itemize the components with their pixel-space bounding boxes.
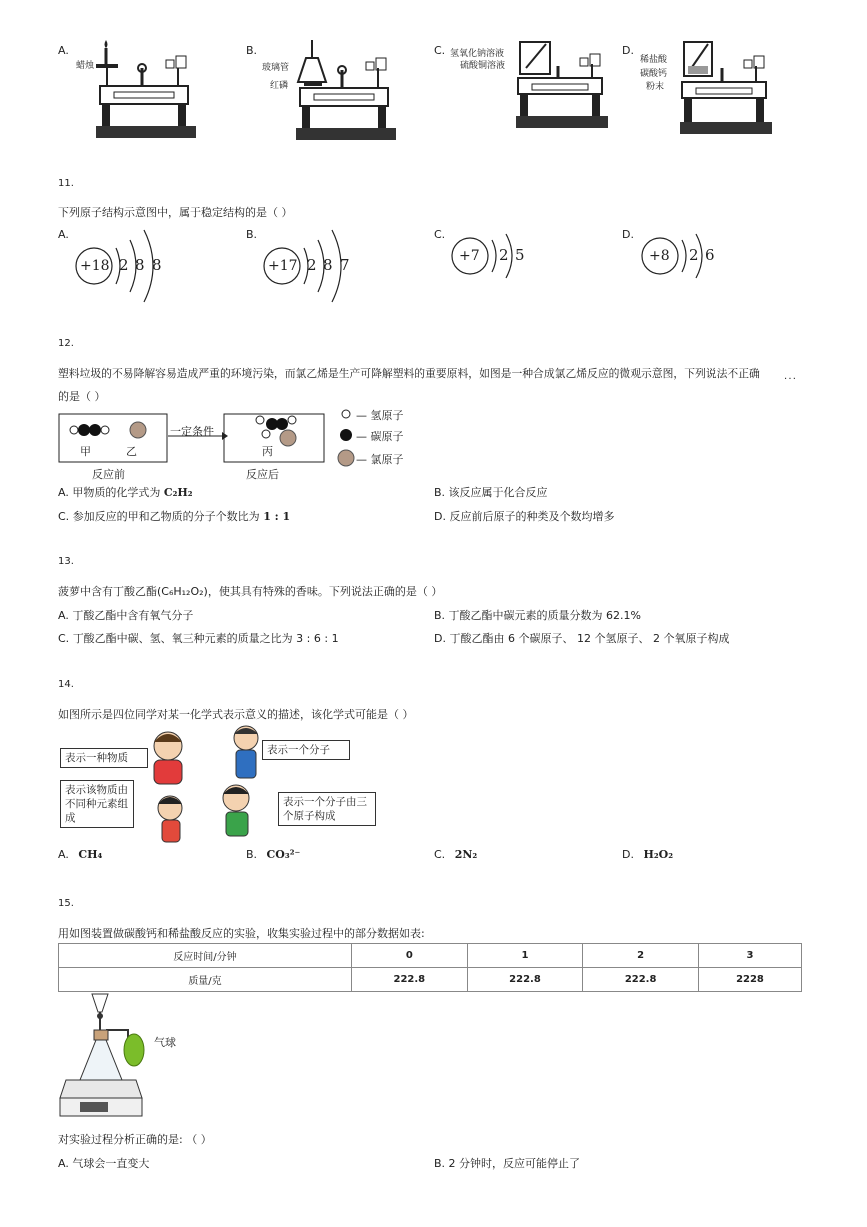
option-text: 丁酸乙酯中碳、氢、氧三种元素的质量之比为 3 : 6 : 1	[72, 632, 339, 645]
question-text: 的是（ ）	[58, 390, 106, 403]
table-cell: 222.8	[352, 968, 468, 992]
speech-bubble: 表示一个分子	[262, 740, 350, 760]
nucleus-charge: +17	[268, 258, 298, 274]
option-letter: A.	[58, 228, 69, 241]
apparatus-label: 稀盐酸	[640, 55, 668, 65]
option-text: 参加反应的甲和乙物质的分子个数比为	[72, 510, 260, 523]
q13-option-c[interactable]	[58, 630, 339, 646]
legend-markers	[336, 404, 356, 468]
table-row	[59, 944, 802, 968]
shell-electrons: 2	[119, 256, 129, 274]
shell-electrons: 2	[307, 256, 317, 274]
table-cell: 质量/克	[59, 968, 352, 992]
before-label: 反应前	[92, 468, 125, 481]
option-formula: CH₄	[78, 848, 103, 861]
q12-option-a[interactable]	[58, 484, 193, 500]
option-letter: C.	[58, 632, 70, 645]
data-table	[58, 943, 802, 992]
option-formula: H₂O₂	[643, 848, 674, 861]
q12-option-d[interactable]	[434, 508, 614, 524]
option-letter: B.	[246, 228, 258, 241]
question-number: 13.	[58, 556, 74, 567]
shell-electrons: 8	[152, 256, 162, 274]
shell-electrons: 5	[515, 246, 525, 264]
shell-electrons: 2	[689, 246, 699, 264]
option-letter: C.	[434, 848, 446, 861]
apparatus-label: 硫酸铜溶液	[460, 61, 506, 71]
option-text: 气球会一直变大	[72, 1157, 150, 1170]
shell-electrons: 8	[135, 256, 145, 274]
balance-candle-illustration	[92, 38, 202, 142]
option-letter: D.	[622, 848, 634, 861]
option-letter: A.	[58, 609, 69, 622]
option-letter: A.	[58, 44, 69, 57]
table-cell: 222.8	[583, 968, 699, 992]
option-text: 丁酸乙酯中含有氧气分子	[72, 609, 194, 622]
q14-option-c[interactable]	[434, 848, 477, 861]
apparatus-label: 碳酸钙	[640, 69, 668, 79]
question-text: 菠萝中含有丁酸乙酯(C₆H₁₂O₂)，使其具有特殊的香味。下列说法正确的是（ ）	[58, 585, 443, 598]
option-text: 丁酸乙酯由 6 个碳原子、 12 个氢原子、 2 个氧原子构成	[449, 632, 730, 645]
option-letter: A.	[58, 848, 69, 861]
option-letter: D.	[622, 44, 634, 57]
flask-balance-illustration	[56, 990, 206, 1122]
balloon-label: 气球	[154, 1036, 176, 1049]
emphasis-dots: · · ·	[784, 374, 795, 385]
option-letter: B.	[246, 848, 258, 861]
q13-option-d[interactable]	[434, 630, 729, 646]
question-text: 如图所示是四位同学对某一化学式表示意义的描述，该化学式可能是（ ）	[58, 708, 414, 721]
option-formula: CO₃²⁻	[266, 848, 301, 861]
reactant-label: 乙	[126, 445, 137, 458]
balance-beaker-illustration	[676, 38, 776, 138]
table-cell: 1	[467, 944, 583, 968]
option-letter: D.	[434, 510, 446, 523]
shell-electrons: 8	[323, 256, 333, 274]
speech-bubble: 表示一种物质	[60, 748, 148, 768]
table-cell: 反应时间/分钟	[59, 944, 352, 968]
table-cell: 222.8	[467, 968, 583, 992]
apparatus-label: 玻璃管	[262, 63, 290, 73]
apparatus-label: 氢氧化钠溶液	[450, 49, 505, 59]
atom-legend	[336, 404, 446, 468]
question-text: 下列原子结构示意图中，属于稳定结构的是（ ）	[58, 206, 293, 219]
reactant-label: 甲	[80, 445, 91, 458]
table-cell: 0	[352, 944, 468, 968]
legend-carbon: — 碳原子	[356, 430, 404, 443]
option-letter: B.	[434, 609, 446, 622]
product-label: 丙	[262, 445, 273, 458]
q13-option-a[interactable]	[58, 607, 193, 623]
option-letter: A.	[58, 486, 69, 499]
speech-bubble: 表示该物质由不同种元素组成	[60, 780, 134, 828]
option-text: 反应前后原子的种类及个数均增多	[449, 510, 615, 523]
option-text: 丁酸乙酯中碳元素的质量分数为 62.1%	[448, 609, 641, 622]
option-text: 该反应属于化合反应	[448, 486, 548, 499]
after-label: 反应后	[246, 468, 279, 481]
nucleus-charge: +7	[459, 248, 480, 264]
question-number: 15.	[58, 898, 74, 909]
table-cell: 2228	[698, 968, 801, 992]
nucleus-charge: +8	[649, 248, 670, 264]
question-number: 14.	[58, 679, 74, 690]
q14-option-d[interactable]	[622, 848, 673, 861]
nucleus-charge: +18	[80, 258, 110, 274]
option-text: 2 分钟时，反应可能停止了	[448, 1157, 581, 1170]
table-row	[59, 968, 802, 992]
option-letter: B.	[246, 44, 258, 57]
option-formula: C₂H₂	[163, 486, 193, 499]
option-letter: D.	[434, 632, 446, 645]
q15-option-b[interactable]	[434, 1155, 580, 1171]
question-number: 12.	[58, 338, 74, 349]
option-letter: C.	[434, 228, 446, 241]
balance-flask-illustration	[292, 38, 402, 144]
option-letter: B.	[434, 1157, 446, 1170]
option-formula: 2N₂	[454, 848, 478, 861]
legend-chlorine: — 氯原子	[356, 453, 404, 466]
q13-option-b[interactable]	[434, 607, 641, 623]
option-text: 甲物质的化学式为	[72, 486, 161, 499]
question-text: 塑料垃圾的不易降解容易造成严重的环境污染，而氯乙烯是生产可降解塑料的重要原料，如图是一种合成氯乙烯反应的微观示意图，下列说法不正确	[58, 367, 760, 380]
option-letter: A.	[58, 1157, 69, 1170]
balance-beaker-illustration	[512, 38, 612, 132]
question-number: 11.	[58, 178, 74, 189]
apparatus-label: 蜡烛	[76, 61, 95, 71]
table-cell: 3	[698, 944, 801, 968]
option-letter: C.	[58, 510, 70, 523]
table-cell: 2	[583, 944, 699, 968]
legend-hydrogen: — 氢原子	[356, 409, 404, 422]
apparatus-label: 粉末	[646, 82, 665, 92]
students-illustration	[58, 724, 388, 844]
reaction-diagram	[58, 410, 354, 486]
option-letter: D.	[622, 228, 634, 241]
option-letter: C.	[434, 44, 446, 57]
shell-electrons: 7	[340, 256, 350, 274]
question-prompt: 对实验过程分析正确的是: （ ）	[58, 1133, 212, 1146]
q14-option-b[interactable]	[246, 848, 300, 861]
q15-option-a[interactable]	[58, 1155, 149, 1171]
shell-electrons: 2	[499, 246, 509, 264]
q14-option-a[interactable]	[58, 848, 102, 861]
question-text: 用如图装置做碳酸钙和稀盐酸反应的实验，收集实验过程中的部分数据如表:	[58, 927, 425, 940]
reaction-condition: 一定条件	[170, 425, 214, 438]
q12-option-b[interactable]	[434, 484, 548, 500]
apparatus-diagram	[56, 990, 206, 1122]
shell-electrons: 6	[705, 246, 715, 264]
apparatus-label: 红磷	[270, 81, 289, 91]
option-formula: 1 : 1	[263, 510, 291, 523]
speech-bubble: 表示一个分子由三个原子构成	[278, 792, 376, 826]
option-letter: B.	[434, 486, 446, 499]
q12-option-c[interactable]	[58, 508, 290, 524]
